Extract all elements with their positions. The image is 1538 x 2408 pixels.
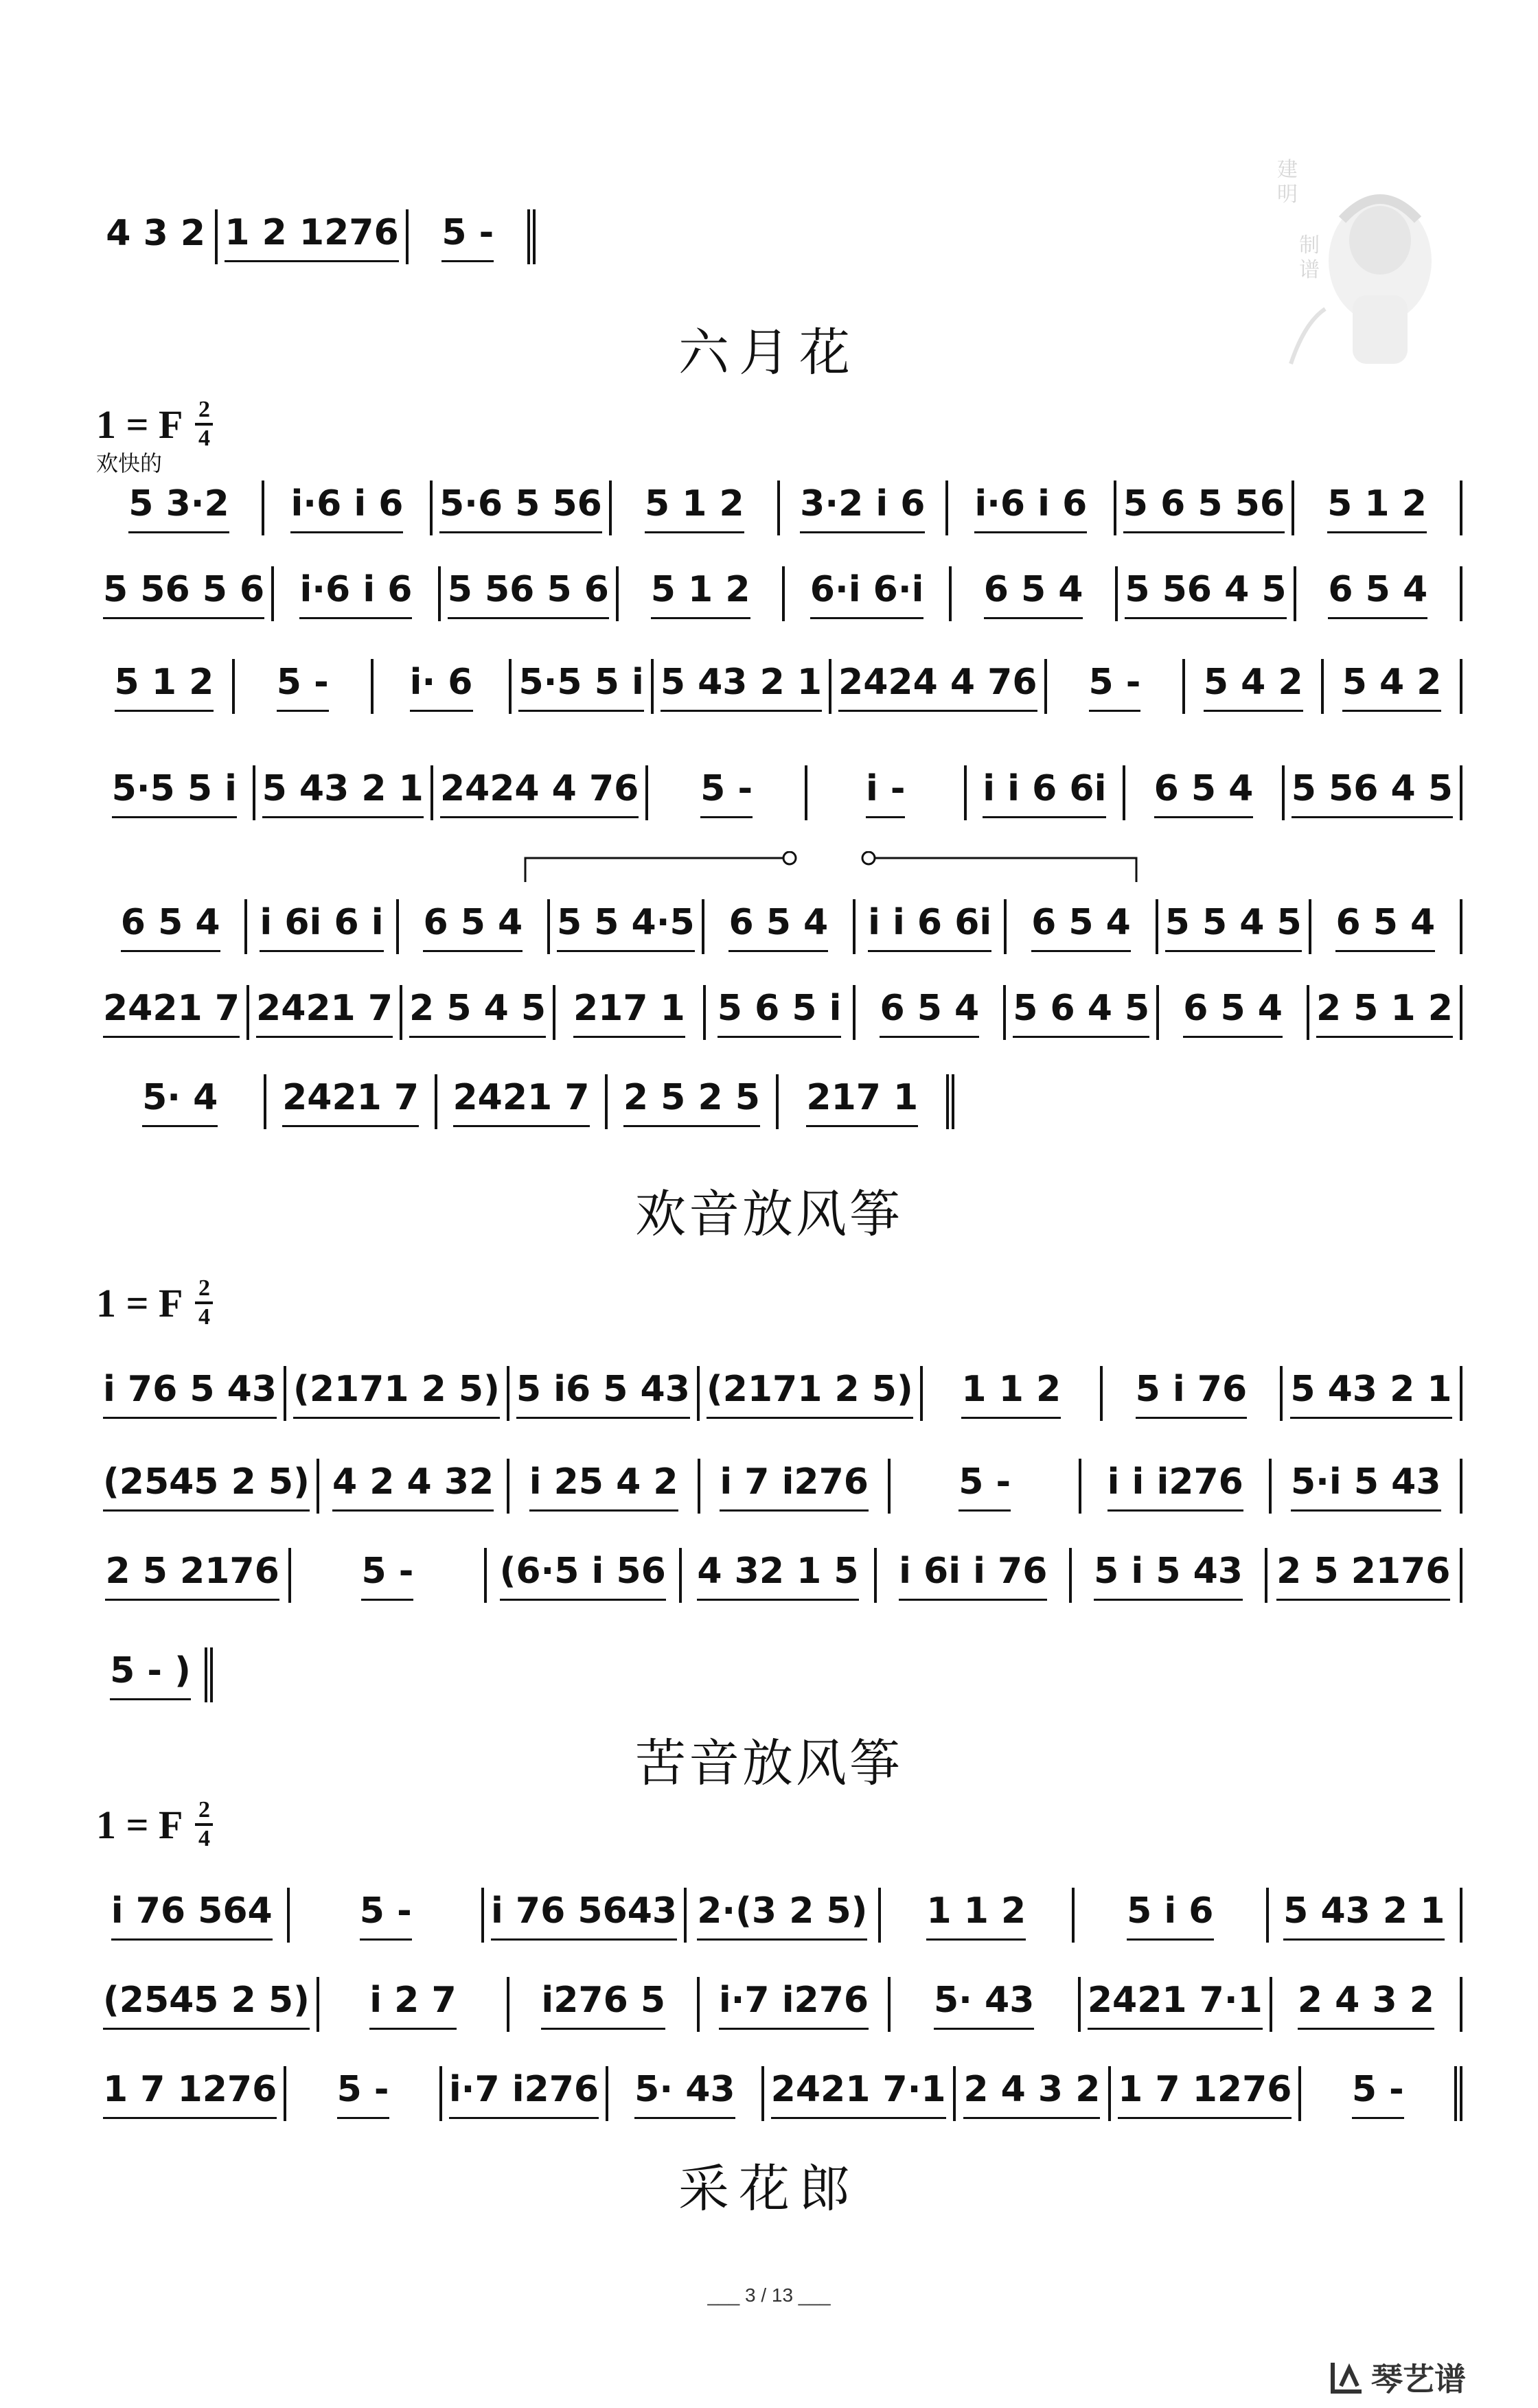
measure <box>923 1366 1103 1421</box>
note-group: 2 5 2176 <box>105 1551 279 1601</box>
note-group: 6 5 4 <box>1335 902 1435 952</box>
note-group: 6 5 4 <box>984 569 1083 619</box>
note-group: 5 - <box>277 662 329 712</box>
note-group: (6·5 i 56 <box>500 1551 666 1601</box>
measure <box>249 985 402 1040</box>
logo-icon <box>1329 2359 1366 2396</box>
time-signature: $\frac{2}{4}$ <box>195 398 213 450</box>
note-group: 5 5 4·5 <box>557 902 695 952</box>
score-line <box>96 1647 213 1702</box>
measure <box>654 659 831 714</box>
measure <box>764 2066 956 2121</box>
measure <box>96 209 218 264</box>
measure <box>856 899 1007 954</box>
measure <box>687 1888 880 1943</box>
measure <box>96 1888 290 1943</box>
measure <box>484 1888 687 1943</box>
note-group: (2545 2 5) <box>103 1461 310 1512</box>
measure <box>785 566 951 621</box>
measure <box>700 1977 890 2032</box>
note-group: 2 5 1 2 <box>1316 988 1453 1038</box>
measure <box>509 1459 700 1514</box>
site-logo <box>1329 2354 1466 2400</box>
note-group: 217 1 <box>573 988 685 1038</box>
measure <box>881 1888 1075 1943</box>
measure <box>1111 2066 1301 2121</box>
note-group: 5·5 5 i <box>518 662 643 712</box>
note-group: 2421 7 <box>453 1077 590 1127</box>
note-group: 5 4 2 <box>1204 662 1303 712</box>
note-group: 6 5 4 <box>1328 569 1427 619</box>
measure <box>555 985 706 1040</box>
measure <box>956 2066 1112 2121</box>
measure <box>96 765 255 820</box>
note-group: 2421 7 <box>103 988 240 1038</box>
note-group: 5 - <box>337 2069 389 2119</box>
measure <box>967 765 1126 820</box>
measure <box>96 1647 213 1702</box>
note-group: 5 - <box>1089 662 1141 712</box>
measure <box>1081 1977 1272 2032</box>
note-group: 5 - <box>360 1890 412 1941</box>
measure <box>433 765 648 820</box>
note-group: 2·(3 2 5) <box>697 1890 867 1941</box>
measure <box>96 1977 319 2032</box>
measure <box>1125 765 1285 820</box>
key-signature: 1 = F $\frac{2}{4}$ <box>96 1798 213 1851</box>
note-group: 1 7 1276 <box>103 2069 277 2119</box>
score-line <box>96 1366 1462 1421</box>
measure <box>290 1888 483 1943</box>
note-group: i· 6 <box>410 662 473 712</box>
measure <box>1324 659 1462 714</box>
measure <box>96 2066 286 2121</box>
measure <box>433 481 612 535</box>
measure <box>1309 985 1462 1040</box>
note-group: 6 5 4 <box>121 902 220 952</box>
note-group: i·6 i 6 <box>290 483 403 533</box>
measure <box>891 1459 1081 1514</box>
note-group: 5·5 5 i <box>112 768 237 818</box>
measure <box>1267 1548 1462 1603</box>
note-group: 5 i 76 <box>1136 1369 1248 1419</box>
measure <box>274 566 440 621</box>
measure <box>619 566 785 621</box>
measure <box>648 765 807 820</box>
note-group: 2421 7 <box>282 1077 419 1127</box>
measure <box>441 566 619 621</box>
measure <box>831 659 1046 714</box>
measure <box>807 765 967 820</box>
measure <box>780 481 948 535</box>
measure <box>286 1366 509 1421</box>
measure <box>1185 659 1324 714</box>
measure <box>1075 1888 1268 1943</box>
note-group: 5 1 2 <box>645 483 744 533</box>
key-signature: 1 = F $\frac{2}{4}$ <box>96 398 213 450</box>
measure <box>96 1074 266 1129</box>
section-bracket <box>522 851 1140 885</box>
note-group: i 7 i276 <box>720 1461 869 1512</box>
note-group: 5 56 5 6 <box>103 569 264 619</box>
score-line <box>96 899 1462 954</box>
measure <box>1072 1548 1267 1603</box>
measure <box>399 899 550 954</box>
note-group: 1 7 1276 <box>1118 2069 1292 2119</box>
note-group: 5 43 2 1 <box>262 768 424 818</box>
measure <box>247 899 398 954</box>
note-group: 5 - <box>959 1461 1011 1512</box>
note-group: i i 6 6i <box>868 902 991 952</box>
note-group: 1 1 2 <box>961 1369 1061 1419</box>
song-title: 六月花 <box>678 323 860 382</box>
score-line <box>96 1548 1462 1603</box>
score-line <box>96 566 1462 621</box>
song-title: 欢音放风筝 <box>635 1185 903 1244</box>
measure <box>550 899 704 954</box>
note-group: 5 6 5 i <box>718 988 842 1038</box>
measure <box>1047 659 1186 714</box>
measure <box>1285 765 1462 820</box>
note-group: 5 i 6 <box>1127 1890 1213 1941</box>
measure <box>1272 1977 1462 2032</box>
time-signature: $\frac{2}{4}$ <box>195 1798 213 1851</box>
note-group: i·6 i 6 <box>974 483 1087 533</box>
measure <box>1159 985 1309 1040</box>
note-group: 5· 43 <box>634 2069 735 2119</box>
note-group: i 25 4 2 <box>529 1461 678 1512</box>
score-line <box>96 1074 954 1129</box>
measure <box>291 1548 486 1603</box>
note-group: 2 5 4 5 <box>409 988 546 1038</box>
score-line <box>96 659 1462 714</box>
note-group: 3·2 i 6 <box>800 483 925 533</box>
measure <box>1283 1366 1462 1421</box>
note-group: 5 43 2 1 <box>1290 1369 1451 1419</box>
note-group: 4 3 2 <box>106 213 206 254</box>
note-group: 5 - ) <box>110 1650 191 1700</box>
note-group: 5·i 5 43 <box>1291 1461 1441 1512</box>
measure <box>1301 2066 1462 2121</box>
measure <box>487 1548 682 1603</box>
measure <box>1296 566 1462 621</box>
note-group: 1 2 1276 <box>225 212 398 262</box>
measure <box>264 481 433 535</box>
note-group: 6 5 4 <box>1154 768 1254 818</box>
score-line <box>96 481 1462 535</box>
measure <box>948 481 1116 535</box>
measure <box>1103 1366 1283 1421</box>
note-group: 5 1 2 <box>1327 483 1427 533</box>
measure <box>442 2066 608 2121</box>
measure <box>1272 1459 1462 1514</box>
measure <box>319 1459 510 1514</box>
top-fragment-line <box>96 209 536 264</box>
measure <box>402 985 555 1040</box>
score-line <box>96 1459 1462 1514</box>
measure <box>96 985 249 1040</box>
note-group: 5 i6 5 43 <box>516 1369 690 1419</box>
note-group: i i 6 6i <box>983 768 1106 818</box>
note-group: 2421 7 <box>256 988 393 1038</box>
note-group: 2 4 3 2 <box>1298 1980 1434 2030</box>
measure <box>96 1366 286 1421</box>
note-group: 5 6 5 56 <box>1123 483 1285 533</box>
measure <box>779 1074 954 1129</box>
measure <box>409 209 536 264</box>
note-group: 4 32 1 5 <box>697 1551 858 1601</box>
note-group: i276 5 <box>541 1980 665 2030</box>
note-group: 6 5 4 <box>880 988 979 1038</box>
note-group: 5 6 4 5 <box>1013 988 1149 1038</box>
time-signature: $\frac{2}{4}$ <box>195 1277 213 1329</box>
note-group: 5· 4 <box>142 1077 218 1127</box>
note-group: 6 5 4 <box>423 902 523 952</box>
note-group: 1 1 2 <box>926 1890 1026 1941</box>
measure <box>255 765 433 820</box>
measure <box>1118 566 1296 621</box>
measure <box>1311 899 1462 954</box>
note-group: 2421 7·1 <box>1088 1980 1263 2030</box>
measure <box>96 481 264 535</box>
note-group: i 6i 6 i <box>260 902 383 952</box>
note-group: 5 5 4 5 <box>1165 902 1302 952</box>
note-group: 5 56 4 5 <box>1125 569 1286 619</box>
song-title: 苦音放风筝 <box>635 1734 903 1793</box>
score-line <box>96 2066 1462 2121</box>
note-group: 5 - <box>361 1551 413 1601</box>
measure <box>856 985 1006 1040</box>
measure <box>1294 481 1462 535</box>
measure <box>891 1977 1081 2032</box>
note-group: 5·6 5 56 <box>439 483 602 533</box>
note-group: i 76 5 43 <box>103 1369 277 1419</box>
measure <box>700 1366 923 1421</box>
note-group: i 76 564 <box>111 1890 273 1941</box>
measure <box>509 1366 700 1421</box>
score-line <box>96 985 1462 1040</box>
note-group: 2424 4 76 <box>838 662 1037 712</box>
measure <box>1081 1459 1272 1514</box>
note-group: 5 - <box>700 768 753 818</box>
measure <box>374 659 512 714</box>
measure <box>96 1459 319 1514</box>
measure <box>512 659 653 714</box>
note-group: 2424 4 76 <box>440 768 639 818</box>
note-group: i·7 i276 <box>449 2069 599 2119</box>
logo-text: 琴艺谱 <box>1371 2361 1466 2398</box>
note-group: 5 - <box>1352 2069 1404 2119</box>
key-signature: 1 = F $\frac{2}{4}$ <box>96 1277 213 1329</box>
measure <box>608 1074 778 1129</box>
note-group: 6 5 4 <box>1183 988 1283 1038</box>
page-number: ___ 3 / 13 ___ <box>707 2284 831 2306</box>
measure <box>682 1548 877 1603</box>
note-group: 6·i 6·i <box>810 569 924 619</box>
note-group: i·6 i 6 <box>299 569 412 619</box>
song-title: 采花郎 <box>678 2160 860 2219</box>
note-group: i 2 7 <box>369 1980 456 2030</box>
note-group: 2 5 2176 <box>1276 1551 1450 1601</box>
measure <box>1006 985 1159 1040</box>
note-group: 4 2 4 32 <box>332 1461 494 1512</box>
measure <box>266 1074 437 1129</box>
note-group: 5 56 5 6 <box>448 569 609 619</box>
note-group: (2171 2 5) <box>707 1369 913 1419</box>
measure <box>1116 481 1294 535</box>
note-group: 5 56 4 5 <box>1292 768 1453 818</box>
measure <box>706 985 856 1040</box>
watermark-text-1: 建明 <box>1277 158 1298 207</box>
note-group: 5· 43 <box>934 1980 1034 2030</box>
note-group: 2421 7·1 <box>771 2069 946 2119</box>
note-group: 5 - <box>441 212 494 262</box>
measure <box>612 481 780 535</box>
measure <box>1158 899 1311 954</box>
tempo-marking: 欢快的 <box>96 450 163 476</box>
measure <box>509 1977 700 2032</box>
measure <box>218 209 408 264</box>
measure <box>96 566 274 621</box>
note-group: 5 1 2 <box>651 569 750 619</box>
measure <box>952 566 1118 621</box>
measure <box>704 899 856 954</box>
note-group: (2545 2 5) <box>103 1980 310 2030</box>
note-group: i 76 5643 <box>491 1890 677 1941</box>
note-group: 6 5 4 <box>1031 902 1131 952</box>
score-line <box>96 765 1462 820</box>
note-group: 2 5 2 5 <box>623 1077 760 1127</box>
note-group: 2 4 3 2 <box>963 2069 1100 2119</box>
measure <box>700 1459 891 1514</box>
note-group: 5 43 2 1 <box>1283 1890 1445 1941</box>
note-group: (2171 2 5) <box>293 1369 500 1419</box>
note-group: i 6i i 76 <box>899 1551 1047 1601</box>
note-group: 5 1 2 <box>115 662 214 712</box>
measure <box>1007 899 1158 954</box>
measure <box>1269 1888 1462 1943</box>
note-group: i·7 i276 <box>719 1980 869 2030</box>
measure <box>96 659 235 714</box>
note-group: 5 4 2 <box>1342 662 1442 712</box>
measure <box>319 1977 509 2032</box>
measure <box>96 899 247 954</box>
measure <box>437 1074 608 1129</box>
note-group: 5 43 2 1 <box>661 662 822 712</box>
note-group: 5 3·2 <box>128 483 229 533</box>
note-group: i i i276 <box>1107 1461 1243 1512</box>
measure <box>608 2066 764 2121</box>
note-group: 217 1 <box>806 1077 918 1127</box>
score-line <box>96 1888 1462 1943</box>
note-group: 6 5 4 <box>728 902 828 952</box>
watermark-text-2: 制谱 <box>1299 233 1320 282</box>
measure <box>877 1548 1072 1603</box>
score-line <box>96 1977 1462 2032</box>
measure <box>96 1548 291 1603</box>
measure <box>235 659 374 714</box>
measure <box>286 2066 442 2121</box>
note-group: i - <box>866 768 906 818</box>
note-group: 5 i 5 43 <box>1094 1551 1243 1601</box>
